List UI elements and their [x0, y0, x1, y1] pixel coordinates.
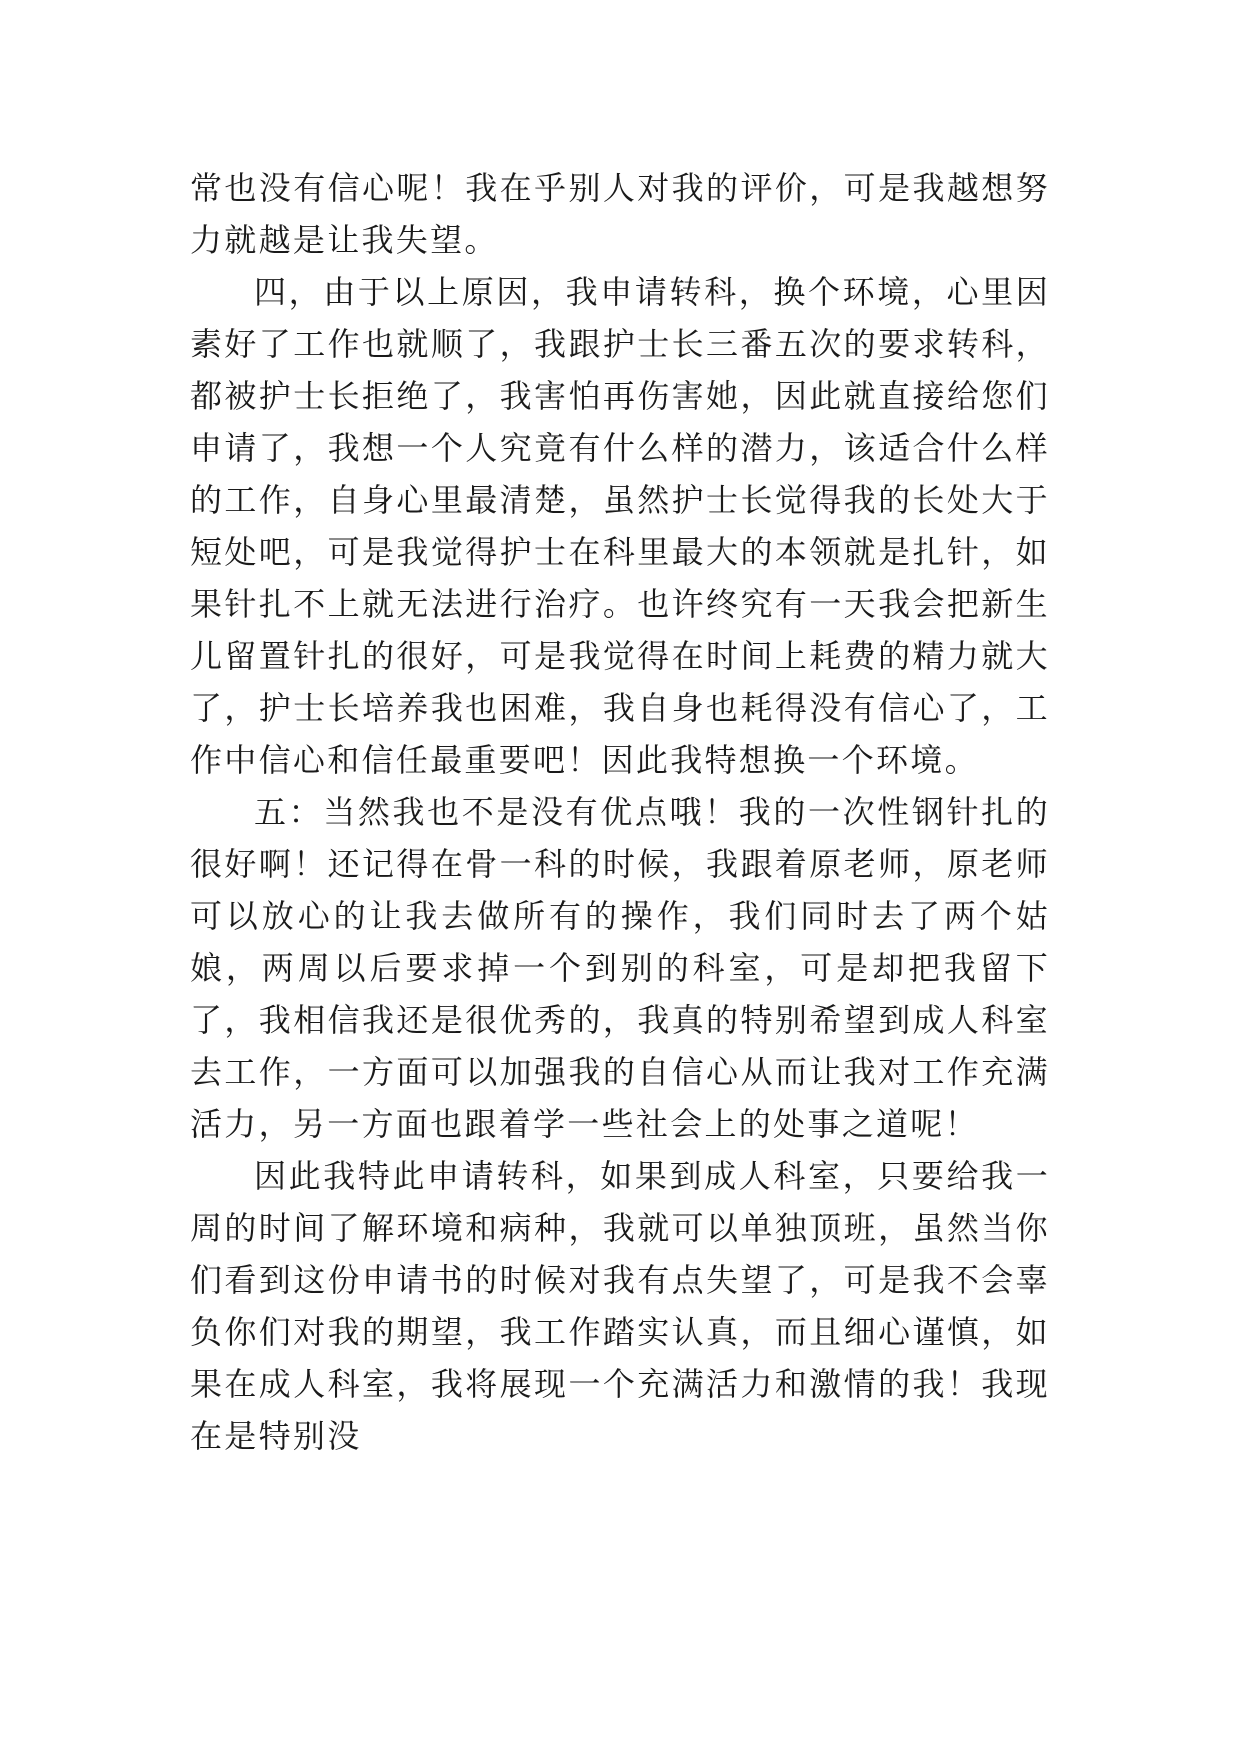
document-body [190, 162, 1050, 1462]
paragraph-1: 常也没有信心呢！我在乎别人对我的评价，可是我越想努力就越是让我失望。 [190, 169, 1050, 259]
paragraph-3: 五：当然我也不是没有优点哦！我的一次性钢针扎的很好啊！还记得在骨一科的时候，我跟着原老师，原老师可以放心的让我去做所有的操作，我们同时去了两个姑娘，两周以后要求掉一个到别的科室，可是却把我留下了，我相信我还是很优秀的，我真的特别希望到成人科室去工作，一方面可以加强我的自信心从而让我对工作充满活力，另一方面也跟着学一些社会上的处事之道呢！ [190, 793, 1050, 1143]
paragraph-4: 因此我特此申请转科，如果到成人科室，只要给我一周的时间了解环境和病种，我就可以单独顶班，虽然当你们看到这份申请书的时候对我有点失望了，可是我不会辜负你们对我的期望，我工作踏实认真，而且细心谨慎，如果在成人科室，我将展现一个充满活力和激情的我！我现在是特别没 [190, 1157, 1050, 1455]
paragraph-2: 四，由于以上原因，我申请转科，换个环境，心里因素好了工作也就顺了，我跟护士长三番五次的要求转科，都被护士长拒绝了，我害怕再伤害她，因此就直接给您们申请了，我想一个人究竟有什么样的潜力，该适合什么样的工作，自身心里最清楚，虽然护士长觉得我的长处大于短处吧，可是我觉得护士在科里最大的本领就是扎针，如果针扎不上就无法进行治疗。也许终究有一天我会把新生儿留置针扎的很好，可是我觉得在时间上耗费的精力就大了，护士长培养我也困难，我自身也耗得没有信心了，工作中信心和信任最重要吧！因此我特想换一个环境。 [190, 273, 1050, 779]
